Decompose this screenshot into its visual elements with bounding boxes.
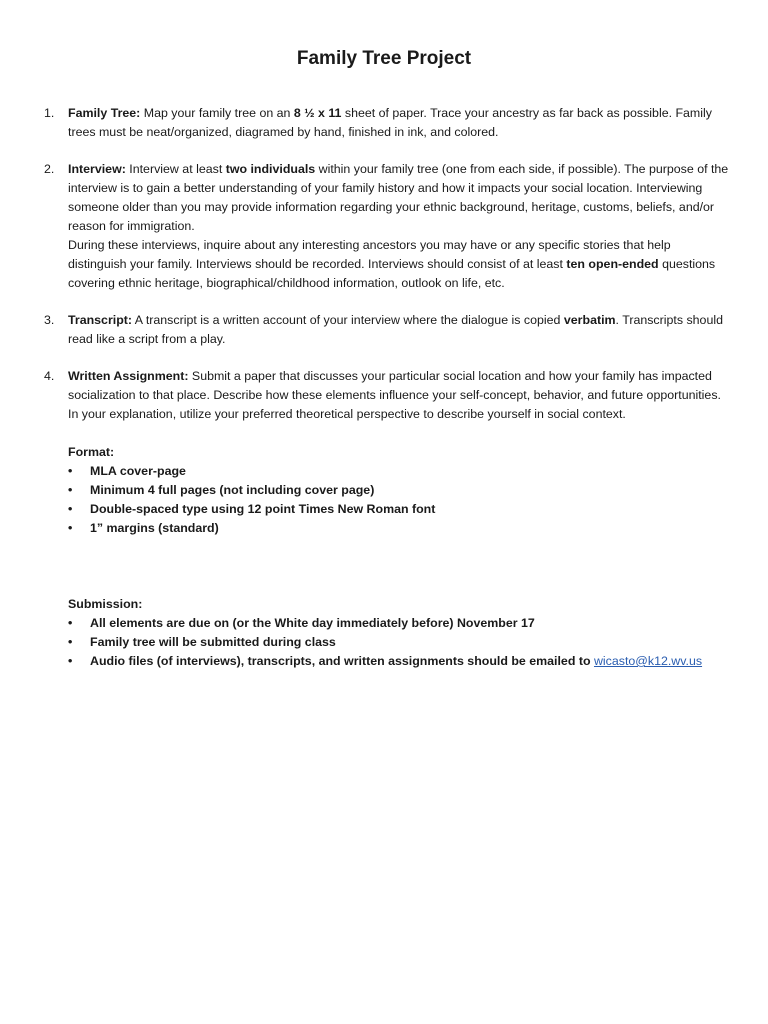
format-heading: Format: bbox=[68, 445, 115, 459]
list-item bbox=[68, 462, 730, 481]
bullet-text: Family tree will be submitted during class bbox=[90, 635, 336, 649]
item-text-part: A transcript is a written account of your interview where the dialogue is copied bbox=[132, 313, 564, 327]
item-text bbox=[68, 367, 730, 424]
item-text-part: During these interviews, inquire about any interesting ancestors you may have or any specific stories that help distinguish your family. Interviews should be recorded. Interviews should consist of at least bbox=[68, 238, 671, 271]
email-link[interactable]: wicasto@k12.wv.us bbox=[593, 654, 703, 668]
item-text bbox=[68, 160, 730, 236]
list-item bbox=[68, 614, 730, 633]
bullet-text: Minimum 4 full pages (not including cover page) bbox=[90, 483, 375, 497]
page-title: Family Tree Project bbox=[296, 48, 472, 69]
item-text-part: within your family tree (one from each side, if possible). The purpose of the interview is to gain a better understanding of your family history and how it impacts your social location. Interviewing someone older than you may provide information regarding your ethnic background, heritage, customs, beliefs, and/or reason for immigration. bbox=[68, 162, 729, 233]
bullet-text: 1” margins (standard) bbox=[90, 521, 219, 535]
bullet-text: Double-spaced type using 12 point Times New Roman font bbox=[90, 502, 436, 516]
item-text bbox=[68, 104, 730, 142]
item-text-paragraph-2 bbox=[68, 236, 730, 293]
item-number: 3. bbox=[44, 313, 55, 327]
bullet-text: MLA cover-page bbox=[90, 464, 186, 478]
list-item-written-assignment bbox=[40, 367, 730, 424]
item-number: 1. bbox=[44, 106, 55, 120]
bullet-text: Audio files (of interviews), transcripts, and written assignments should be emailed to bbox=[90, 654, 594, 668]
submission-section bbox=[40, 595, 730, 671]
format-section bbox=[40, 443, 730, 538]
list-item-family-tree bbox=[40, 104, 730, 142]
item-emphasis: 8 ½ x 11 bbox=[293, 106, 342, 120]
item-heading: Interview: bbox=[68, 162, 126, 176]
spacer bbox=[40, 538, 730, 595]
list-item bbox=[68, 652, 730, 671]
item-emphasis: two individuals bbox=[225, 162, 316, 176]
list-item bbox=[68, 481, 730, 500]
item-number: 2. bbox=[44, 162, 55, 176]
item-text-part: questions covering ethnic heritage, biographical/childhood information, outlook on life, etc. bbox=[68, 257, 716, 290]
document-body bbox=[40, 104, 730, 671]
item-heading: Written Assignment: bbox=[68, 369, 189, 383]
item-emphasis: ten open-ended bbox=[566, 257, 659, 271]
item-heading: Transcript: bbox=[68, 313, 133, 327]
format-list bbox=[40, 462, 730, 538]
item-text-part: Submit a paper that discusses your particular social location and how your family has impacted socialization to that place. Describe how these elements influence your self-concept, behavior, and future opportunities. In your explanation, utilize your preferred theoretical perspective to describe yourself in social context. bbox=[68, 369, 721, 421]
list-item bbox=[68, 633, 730, 652]
item-text-part: sheet of paper. Trace your ancestry as far back as possible. Family trees must be neat/organized, diagramed by hand, finished in ink, and colored. bbox=[68, 106, 712, 139]
item-text bbox=[68, 311, 730, 349]
bullet-text: All elements are due on (or the White day immediately before) November 17 bbox=[90, 616, 535, 630]
list-item-interview bbox=[40, 160, 730, 293]
list-item bbox=[68, 500, 730, 519]
item-number: 4. bbox=[44, 369, 55, 383]
submission-list bbox=[40, 614, 730, 671]
submission-heading: Submission: bbox=[68, 597, 143, 611]
list-item-transcript bbox=[40, 311, 730, 349]
item-text-part: . Transcripts should read like a script from a play. bbox=[68, 313, 723, 346]
item-heading: Family Tree: bbox=[68, 106, 141, 120]
item-text-part: Map your family tree on an bbox=[140, 106, 294, 120]
item-text-part: Interview at least bbox=[125, 162, 226, 176]
item-emphasis: verbatim bbox=[563, 313, 616, 327]
list-item bbox=[68, 519, 730, 538]
